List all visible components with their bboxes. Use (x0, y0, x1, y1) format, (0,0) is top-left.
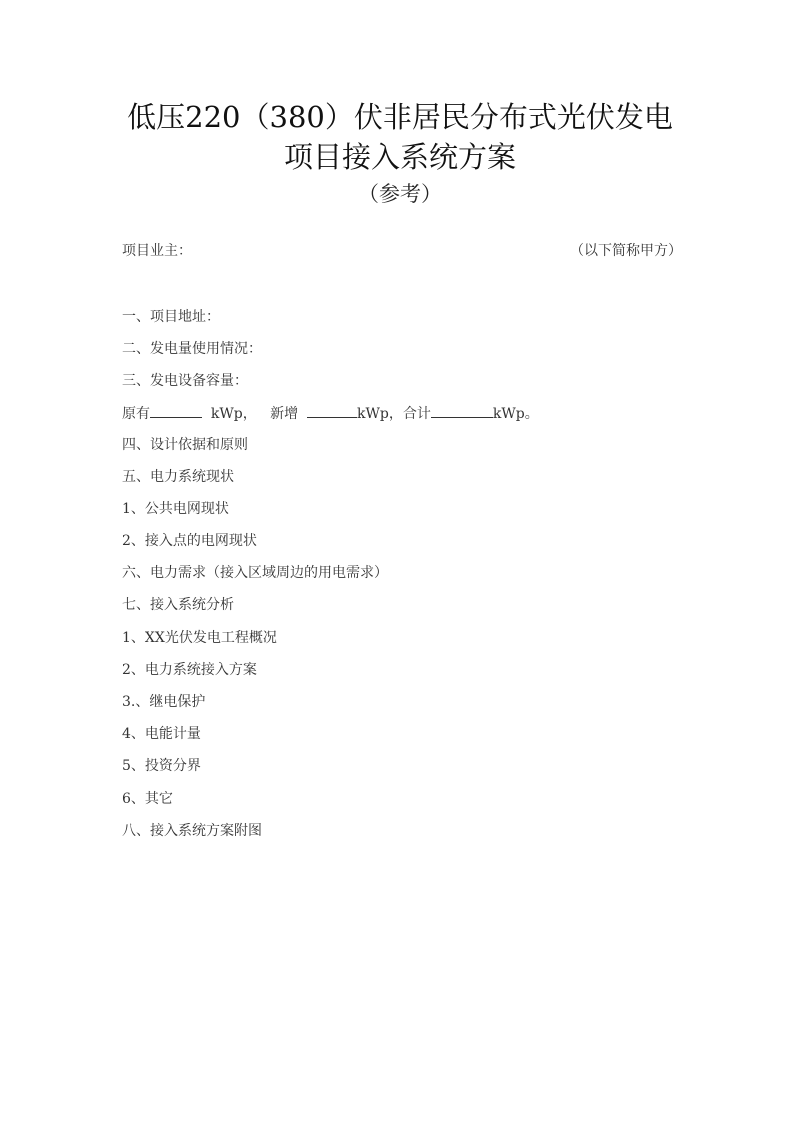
project-owner-label: 项目业主： (122, 243, 192, 259)
outline-item: 八、接入系统方案附图 (122, 823, 262, 839)
section-project-address: 一、项目地址： (122, 309, 220, 325)
outline-item: 2、电力系统接入方案 (122, 662, 257, 678)
capacity-unit-1: kWp， (210, 406, 257, 422)
project-owner-row (122, 240, 682, 262)
outline-item: 六、电力需求（接入区域周边的用电需求） (122, 565, 388, 581)
capacity-existing-label: 原有 (122, 406, 150, 422)
section-power-usage: 二、发电量使用情况： (122, 341, 262, 357)
capacity-existing-blank[interactable] (150, 402, 202, 418)
outline-item: 2、接入点的电网现状 (122, 533, 257, 549)
outline-item: 1、公共电网现状 (122, 501, 229, 517)
capacity-new-blank[interactable] (307, 402, 357, 418)
capacity-unit-3: kWp。 (492, 406, 539, 422)
outline-item: 五、电力系统现状 (122, 469, 234, 485)
capacity-total-blank[interactable] (431, 402, 493, 418)
outline-item: 4、电能计量 (122, 726, 201, 742)
outline-item: 3.、继电保护 (122, 694, 206, 710)
outline-item: 5、投资分界 (122, 758, 201, 774)
outline-item: 6、其它 (122, 791, 173, 807)
outline-item: 四、设计依据和原则 (122, 437, 248, 453)
document-subtitle: （参考） (358, 182, 442, 206)
outline-item: 七、接入系统分析 (122, 597, 234, 613)
document-title-line-2: 项目接入系统方案 (283, 140, 516, 174)
capacity-unit-2: kWp，合计 (357, 406, 431, 422)
document-title-line-1: 低压220（380）伏非居民分布式光伏发电 (127, 100, 673, 134)
project-owner-note: （以下简称甲方） (570, 243, 682, 259)
outline-item: 1、XX光伏发电工程概况 (122, 630, 277, 646)
capacity-new-label: 新增 (270, 406, 299, 422)
section-equipment-capacity: 三、发电设备容量： (122, 373, 248, 389)
capacity-row (122, 402, 539, 425)
